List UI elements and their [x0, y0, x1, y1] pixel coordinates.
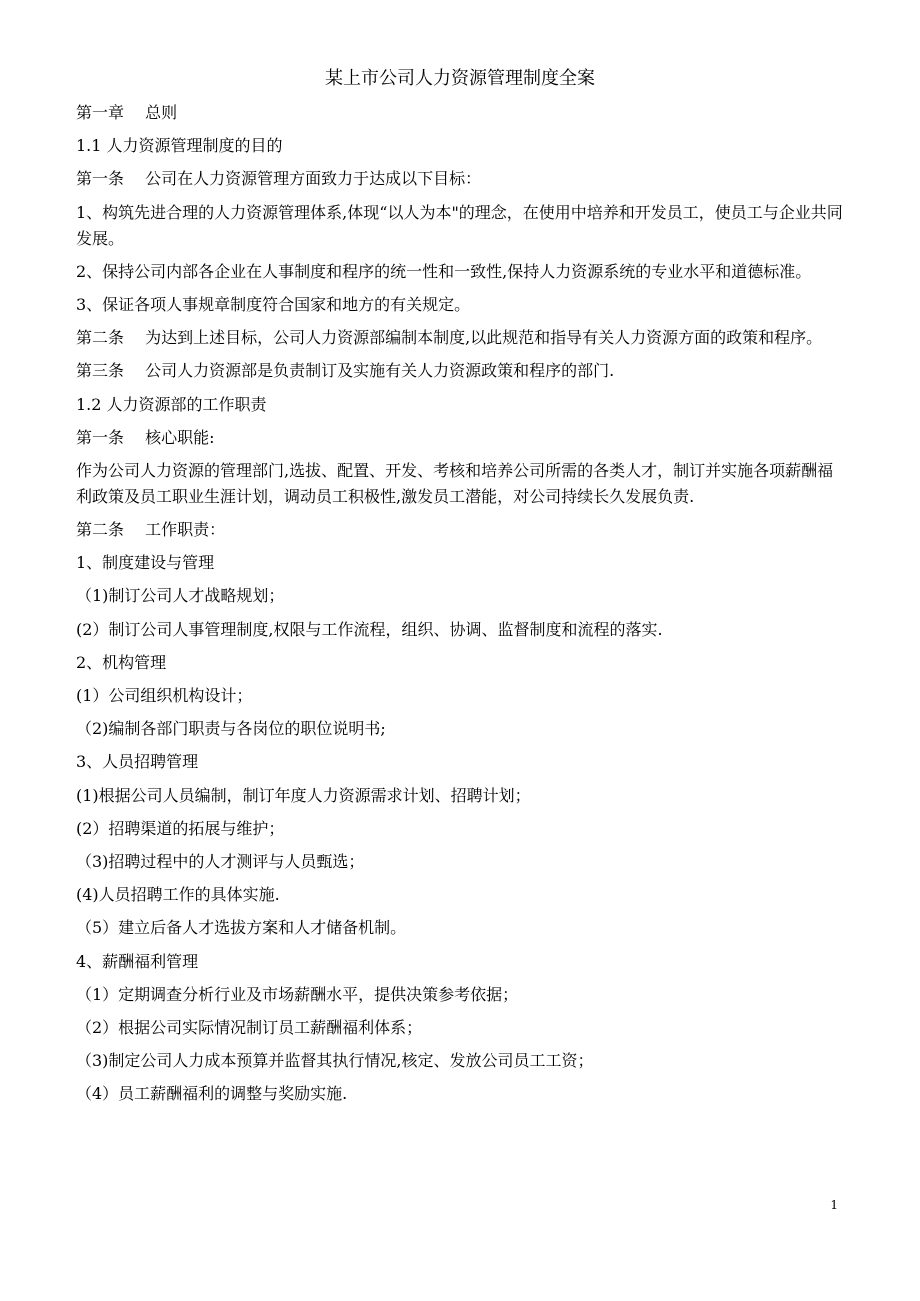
- section-heading: 1.2 人力资源部的工作职责: [76, 394, 267, 414]
- list-item: (4)人员招聘工作的具体实施.: [76, 885, 280, 905]
- list-item: (2）招聘渠道的拓展与维护；: [76, 818, 285, 838]
- paragraph: 1、构筑先进合理的人力资源管理体系,体现“以人为本"的理念，在使用中培养和开发员工，使员工与企业共同发展。: [76, 202, 843, 248]
- list-heading: 4、薪酬福利管理: [76, 951, 199, 971]
- list-item: （4）员工薪酬福利的调整与奖励实施.: [76, 1084, 348, 1104]
- article-line: 第一条 公司在人力资源管理方面致力于达成以下目标：: [76, 169, 482, 189]
- list-item: (2）制订公司人事管理制度,权限与工作流程，组织、协调、监督制度和流程的落实.: [76, 619, 663, 639]
- list-item: （5）建立后备人才选拔方案和人才储备机制。: [76, 918, 407, 938]
- article-line: 第二条 工作职责：: [76, 520, 226, 540]
- page-number: 1: [830, 1198, 838, 1212]
- chapter-heading: 第一章 总则: [76, 103, 178, 122]
- list-item: (1）公司组织机构设计；: [76, 686, 253, 705]
- list-item: （3)制定公司人力成本预算并监督其执行情况,核定、发放公司员工工资；: [76, 1051, 594, 1071]
- article-line: 第三条 公司人力资源部是负责制订及实施有关人力资源政策和程序的部门.: [76, 361, 615, 381]
- list-heading: 3、人员招聘管理: [76, 752, 199, 772]
- list-item: （2)编制各部门职责与各岗位的职位说明书;: [76, 719, 386, 739]
- article-line: 第一条 核心职能:: [76, 427, 215, 447]
- article-paragraph: 第二条 为达到上述目标，公司人力资源部编制本制度,以此规范和指导有关人力资源方面的政策和程序。: [76, 328, 823, 348]
- section-heading: 1.1 人力资源管理制度的目的: [76, 136, 283, 156]
- list-heading: 1、制度建设与管理: [76, 553, 215, 573]
- document-body: [76, 100, 844, 1114]
- list-item: （2）根据公司实际情况制订员工薪酬福利体系；: [76, 1017, 423, 1037]
- paragraph: 作为公司人力资源的管理部门,选拔、配置、开发、考核和培养公司所需的各类人才，制订并实施各项薪酬福利政策及员工职业生涯计划，调动员工积极性,激发员工潜能，对公司持续长久发展负责.: [76, 460, 834, 506]
- list-item: (1)根据公司人员编制，制订年度人力资源需求计划、招聘计划；: [76, 785, 531, 805]
- document-title: 某上市公司人力资源管理制度全案: [325, 68, 595, 89]
- list-heading: 2、机构管理: [76, 652, 167, 672]
- paragraph: 2、保持公司内部各企业在人事制度和程序的统一性和一致性,保持人力资源系统的专业水平和道德标准。: [76, 261, 812, 281]
- list-item: （1)制订公司人才战略规划；: [76, 586, 285, 606]
- list-item: （3)招聘过程中的人才测评与人员甄选；: [76, 851, 365, 871]
- list-item: （1）定期调查分析行业及市场薪酬水平，提供决策参考依据；: [76, 984, 519, 1004]
- paragraph: 3、保证各项人事规章制度符合国家和地方的有关规定。: [76, 294, 471, 314]
